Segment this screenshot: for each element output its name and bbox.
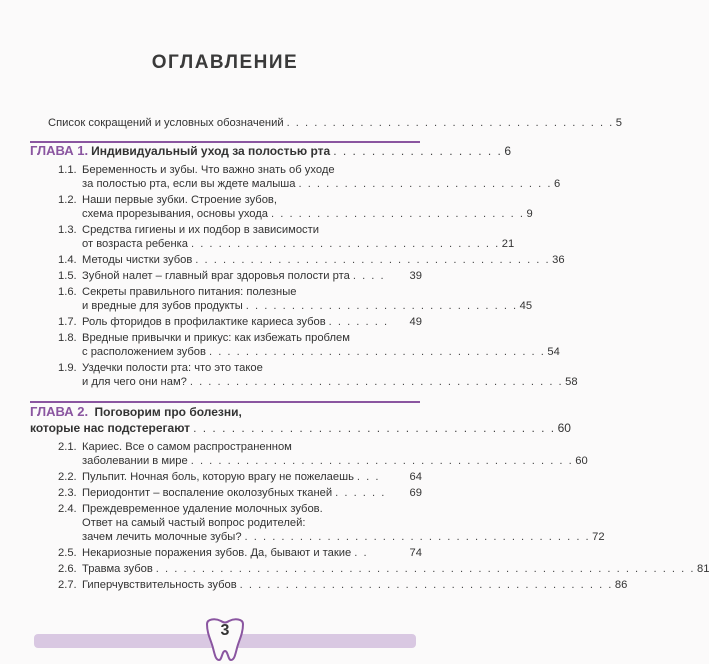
dot-leader: . . . . . . . . . . . . . . . . . . . . . . . . . . . .	[271, 208, 525, 220]
toc-section-number: 2.5.	[58, 547, 77, 559]
toc-section-1-4[interactable]	[82, 253, 565, 267]
toc-section-line: схема прорезывания, основы ухода	[82, 208, 269, 220]
toc-section-2-1[interactable]	[82, 454, 588, 468]
toc-page-number: 86	[614, 579, 628, 591]
toc-page-number: 60	[557, 421, 571, 435]
toc-section-1-6[interactable]	[82, 299, 533, 313]
toc-section-line: Гиперчувствительность зубов	[82, 579, 237, 591]
toc-section-1-5[interactable]	[82, 269, 422, 283]
dot-leader: . . . . . . . . . . . . . . . . . . . . . . . . . . . . . . . . . . . . . .	[244, 531, 591, 543]
toc-intro-text: Список сокращений и условных обозначений	[48, 117, 284, 129]
chapter-2-heading[interactable]	[30, 421, 571, 435]
toc-section-1-9[interactable]	[82, 375, 578, 389]
toc-section-1-3[interactable]	[82, 237, 515, 251]
toc-section-2-6[interactable]	[82, 562, 709, 576]
toc-section-number: 1.9.	[58, 362, 77, 374]
toc-section-1-8[interactable]	[82, 345, 560, 359]
toc-section-line[interactable]: Кариес. Все о самом распространенном	[82, 441, 292, 453]
dot-leader: . . . . . . . . . . . . . . . . . . . . . . . . . . . . . . . . . .	[190, 238, 500, 250]
dot-leader: . . . . . . . . . . . . . . . . . .	[333, 144, 503, 158]
toc-section-number: 1.4.	[58, 254, 77, 266]
toc-section-line: Пульпит. Ночная боль, которую врагу не пожелаешь	[82, 471, 354, 483]
dot-leader: . . . . . . . . . . . . . . . . . . . . . . . . . . . . . . . . . . . . . . . . . . . . . . . . . . . . . . . . . . .	[155, 563, 695, 575]
dot-leader: . . . . . . . . . . . . . . . . . . . . . . . . . . . . . . . . . . . . . . . . .	[189, 376, 564, 388]
toc-page-number: 54	[547, 346, 560, 358]
page-number: 3	[220, 622, 230, 639]
chapter-1-divider	[30, 141, 420, 143]
toc-section-number: 1.3.	[58, 224, 77, 236]
chapter-2-title: Поговорим про болезни,	[94, 405, 242, 419]
toc-page-number: 45	[519, 300, 533, 312]
toc-section-line[interactable]: Уздечки полости рта: что это такое	[82, 362, 263, 374]
dot-leader: . . . . . . . . . . . . . . . . . . . . . . . . . . . . . . . . . . . .	[286, 117, 614, 129]
toc-section-line[interactable]: Преждевременное удаление молочных зубов.	[82, 503, 323, 515]
chapter-1-heading[interactable]	[30, 143, 512, 158]
toc-section-2-2[interactable]	[82, 470, 422, 484]
toc-section-2-4[interactable]	[82, 530, 605, 544]
toc-page-number: 60	[575, 455, 588, 467]
toc-section-line[interactable]: Средства гигиены и их подбор в зависимости	[82, 224, 320, 236]
dot-leader: . . . . . . . . . . . . . . . . . . . . . . . . . . . . . . . . . . . . .	[208, 346, 546, 358]
dot-leader: . . . . . . .	[328, 316, 389, 328]
toc-page-number: 64	[409, 471, 422, 483]
toc-section-line: от возраста ребенка	[82, 238, 188, 250]
chapter-2-heading-line-1[interactable]	[30, 405, 242, 419]
toc-section-line: и для чего они нам?	[82, 376, 187, 388]
toc-page-number: 58	[565, 376, 578, 388]
toc-page-number: 49	[409, 316, 422, 328]
page-title: ОГЛАВЛЕНИЕ	[151, 52, 299, 73]
toc-section-line: и вредные для зубов продукты	[82, 300, 243, 312]
toc-section-line: Некариозные поражения зубов. Да, бывают и такие	[82, 547, 352, 559]
dot-leader: . . . . . . . . . . . . . . . . . . . . . . . . . . . . . .	[245, 300, 518, 312]
chapter-2-divider	[30, 401, 420, 403]
toc-section-number: 2.4.	[58, 503, 77, 515]
toc-page-number: 81	[696, 563, 709, 575]
toc-page-number: 72	[592, 531, 605, 543]
dot-leader: . . .	[356, 471, 380, 483]
toc-section-2-5[interactable]	[82, 546, 422, 560]
toc-section-2-7[interactable]	[82, 578, 628, 592]
toc-section-number: 1.5.	[58, 270, 77, 282]
toc-section-line[interactable]: Наши первые зубки. Строение зубов,	[82, 194, 277, 206]
toc-section-line: Зубной налет – главный враг здоровья полости рта	[82, 270, 350, 282]
chapter-1-title: Индивидуальный уход за полостью рта	[91, 144, 331, 158]
toc-section-line: Методы чистки зубов	[82, 254, 193, 266]
toc-section-line: Роль фторидов в профилактике кариеса зубов	[82, 316, 326, 328]
dot-leader: . . . . . . . . . . . . . . . . . . . . . . . . . . . .	[298, 178, 552, 190]
dot-leader: . . . .	[352, 270, 386, 282]
toc-section-number: 2.1.	[58, 441, 77, 453]
toc-section-number: 1.7.	[58, 316, 77, 328]
toc-section-1-2[interactable]	[82, 207, 533, 221]
toc-section-number: 1.8.	[58, 332, 77, 344]
toc-page-number: 74	[409, 547, 422, 559]
dot-leader: . .	[354, 547, 369, 559]
dot-leader: . . . . . . . . . . . . . . . . . . . . . . . . . . . . . . . . . . . . . . . . .	[239, 579, 613, 591]
toc-section-1-1[interactable]	[82, 177, 561, 191]
toc-section-line: Травма зубов	[82, 563, 153, 575]
toc-page-number: 9	[526, 208, 533, 220]
dot-leader: . . . . . . . . . . . . . . . . . . . . . . . . . . . . . . . . . . . . . .	[193, 421, 556, 435]
toc-page-number: 5	[615, 117, 623, 129]
dot-leader: . . . . . .	[335, 487, 386, 499]
toc-section-number: 2.3.	[58, 487, 77, 499]
dot-leader: . . . . . . . . . . . . . . . . . . . . . . . . . . . . . . . . . . . . . . .	[195, 254, 551, 266]
toc-page-number: 21	[501, 238, 515, 250]
chapter-2-title: которые нас подстерегают	[30, 421, 191, 435]
toc-page-number: 6	[553, 178, 561, 190]
toc-section-line: с расположением зубов	[82, 346, 206, 358]
chapter-1-label: ГЛАВА 1.	[30, 143, 89, 158]
toc-page-number: 69	[409, 487, 422, 499]
toc-section-line: Периодонтит – воспаление околозубных тканей	[82, 487, 333, 499]
toc-page-number: 36	[552, 254, 565, 266]
toc-section-number: 2.2.	[58, 471, 77, 483]
toc-section-number: 1.1.	[58, 164, 77, 176]
toc-intro[interactable]	[48, 116, 623, 130]
toc-section-line: заболевании в мире	[82, 455, 188, 467]
toc-section-line[interactable]: Секреты правильного питания: полезные	[82, 286, 297, 298]
toc-page-number: 6	[504, 144, 512, 158]
toc-section-1-7[interactable]	[82, 315, 422, 329]
chapter-2-label: ГЛАВА 2.	[30, 404, 89, 419]
toc-section-line[interactable]: Вредные привычки и прикус: как избежать проблем	[82, 332, 350, 344]
toc-section-line: зачем лечить молочные зубы?	[82, 531, 242, 543]
toc-section-number: 2.6.	[58, 563, 77, 575]
toc-section-line[interactable]: Беременность и зубы. Что важно знать об уходе	[82, 164, 335, 176]
toc-section-line: за полостью рта, если вы ждете малыша	[82, 178, 296, 190]
toc-section-2-3[interactable]	[82, 486, 422, 500]
toc-section-number: 1.2.	[58, 194, 77, 206]
toc-section-number: 2.7.	[58, 579, 77, 591]
toc-page-number: 39	[409, 270, 422, 282]
toc-section-line[interactable]: Ответ на самый частый вопрос родителей:	[82, 517, 306, 529]
toc-section-number: 1.6.	[58, 286, 77, 298]
dot-leader: . . . . . . . . . . . . . . . . . . . . . . . . . . . . . . . . . . . . . . . . . .	[190, 455, 574, 467]
